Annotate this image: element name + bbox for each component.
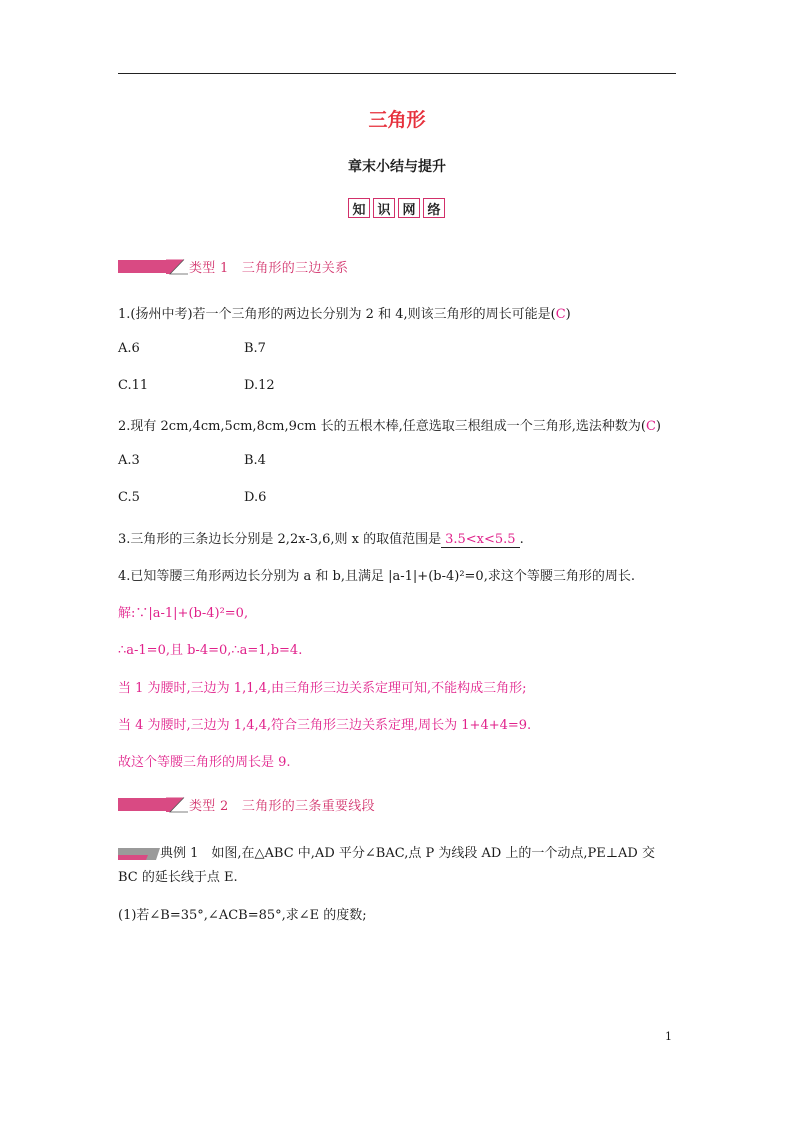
section-slant-decoration xyxy=(166,257,188,275)
example-tag-decoration xyxy=(118,848,160,860)
example-1-part1: (1)若∠B=35°,∠ACB=85°,求∠E 的度数; xyxy=(118,908,367,923)
page-subtitle: 章末小结与提升 xyxy=(348,159,446,175)
example-text: 典例 1 如图,在△ABC 中,AD 平分∠BAC,点 P 为线段 AD 上的一个动点,PE⊥AD 交 xyxy=(160,846,655,861)
page-number: 1 xyxy=(665,1030,672,1043)
page-title: 三角形 xyxy=(368,109,426,131)
question-1 xyxy=(118,303,571,322)
knowledge-box: 网 xyxy=(398,198,420,218)
option-c: C.11 xyxy=(118,378,149,393)
option-d: D.6 xyxy=(244,490,267,505)
option-d: D.12 xyxy=(244,378,275,393)
option-a: A.3 xyxy=(118,453,140,468)
question-paren: ) xyxy=(655,419,661,434)
knowledge-box: 络 xyxy=(423,198,445,218)
section-heading-type1 xyxy=(118,257,348,275)
solution-line: ∴a-1=0,且 b-4=0,∴a=1,b=4. xyxy=(118,643,303,658)
question-answer: C xyxy=(555,307,566,322)
example-1-line2: BC 的延长线于点 E. xyxy=(118,870,238,885)
solution-line: 当 4 为腰时,三边为 1,4,4,符合三角形三边关系定理,周长为 1+4+4=9. xyxy=(118,718,532,733)
question-3 xyxy=(118,528,524,548)
knowledge-network-heading xyxy=(348,198,445,218)
solution-line: 解:∵|a-1|+(b-4)²=0, xyxy=(118,606,249,621)
option-b: B.7 xyxy=(244,341,266,356)
header-rule xyxy=(118,73,676,74)
question-text: 2.现有 2cm,4cm,5cm,8cm,9cm 长的五根木棒,任意选取三根组成一个三角形,选法种数为( xyxy=(118,419,646,434)
knowledge-box: 知 xyxy=(348,198,370,218)
solution-line: 当 1 为腰时,三边为 1,1,4,由三角形三边关系定理可知,不能构成三角形; xyxy=(118,681,527,696)
knowledge-box: 识 xyxy=(373,198,395,218)
question-text: 1.(扬州中考)若一个三角形的两边长分别为 2 和 4,则该三角形的周长可能是( xyxy=(118,307,556,322)
question-2 xyxy=(118,415,661,434)
option-b: B.4 xyxy=(244,453,266,468)
answer-blank: 3.5<x<5.5 xyxy=(441,532,519,548)
example-1-line1 xyxy=(118,842,655,861)
question-suffix: . xyxy=(519,532,524,547)
question-answer: C xyxy=(645,419,656,434)
solution-line: 故这个等腰三角形的周长是 9. xyxy=(118,755,291,770)
section-bar-decoration xyxy=(118,798,166,811)
section-heading-type2 xyxy=(118,795,375,813)
question-4: 4.已知等腰三角形两边长分别为 a 和 b,且满足 |a-1|+(b-4)²=0,求这个等腰三角形的周长. xyxy=(118,569,635,584)
section-label: 类型 1 三角形的三边关系 xyxy=(189,260,349,276)
section-label: 类型 2 三角形的三条重要线段 xyxy=(189,798,375,814)
section-bar-decoration xyxy=(118,260,166,273)
option-c: C.5 xyxy=(118,490,140,505)
question-paren: ) xyxy=(565,307,571,322)
option-a: A.6 xyxy=(118,341,140,356)
question-text: 3.三角形的三条边长分别是 2,2x-3,6,则 x 的取值范围是 xyxy=(118,532,442,547)
section-slant-decoration xyxy=(166,795,188,813)
